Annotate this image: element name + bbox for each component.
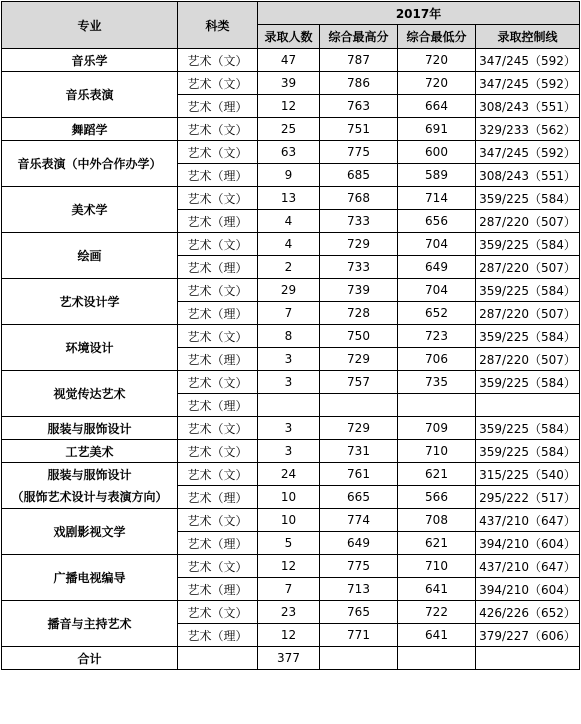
category-cell: 艺术（文）: [178, 555, 258, 578]
count-cell: 3: [258, 417, 320, 440]
category-cell: 艺术（文）: [178, 141, 258, 164]
major-name-line1: 服装与服饰设计: [47, 467, 132, 482]
control-line-cell: 347/245（592）: [476, 72, 580, 95]
control-line-cell: 347/245（592）: [476, 49, 580, 72]
control-line-cell: 329/233（562）: [476, 118, 580, 141]
min-score-cell: 710: [398, 440, 476, 463]
header-max: 综合最高分: [320, 25, 398, 49]
table-row: [2, 555, 580, 578]
min-score-cell: 722: [398, 601, 476, 624]
table-row: [2, 279, 580, 302]
major-cell: 音乐表演（中外合作办学）: [2, 141, 178, 187]
control-line-cell: 287/220（507）: [476, 348, 580, 371]
max-score-cell: 729: [320, 417, 398, 440]
category-cell: 艺术（理）: [178, 532, 258, 555]
count-cell: 2: [258, 256, 320, 279]
category-cell: 艺术（文）: [178, 49, 258, 72]
control-line-cell: 308/243（551）: [476, 164, 580, 187]
control-line-cell: 359/225（584）: [476, 325, 580, 348]
table-row: [2, 440, 580, 463]
header-min: 综合最低分: [398, 25, 476, 49]
category-cell: 艺术（文）: [178, 601, 258, 624]
count-cell: 9: [258, 164, 320, 187]
min-score-cell: 706: [398, 348, 476, 371]
count-cell: 7: [258, 302, 320, 325]
max-score-cell: 733: [320, 210, 398, 233]
control-line-cell: 359/225（584）: [476, 279, 580, 302]
max-score-cell: 713: [320, 578, 398, 601]
category-cell: 艺术（理）: [178, 348, 258, 371]
min-score-cell: 621: [398, 532, 476, 555]
count-cell: 39: [258, 72, 320, 95]
min-score-cell: 652: [398, 302, 476, 325]
major-cell: 舞蹈学: [2, 118, 178, 141]
min-score-cell: 709: [398, 417, 476, 440]
count-cell: 3: [258, 440, 320, 463]
max-score-cell: [320, 394, 398, 417]
category-cell: 艺术（文）: [178, 118, 258, 141]
category-cell: 艺术（理）: [178, 256, 258, 279]
admission-table: [1, 1, 580, 670]
header-control: 录取控制线: [476, 25, 580, 49]
count-cell: 8: [258, 325, 320, 348]
total-label: 合计: [2, 647, 178, 670]
major-cell: 工艺美术: [2, 440, 178, 463]
min-score-cell: 649: [398, 256, 476, 279]
max-score-cell: 757: [320, 371, 398, 394]
control-line-cell: 359/225（584）: [476, 187, 580, 210]
category-cell: 艺术（理）: [178, 624, 258, 647]
control-line-cell: 287/220（507）: [476, 210, 580, 233]
min-score-cell: 664: [398, 95, 476, 118]
count-cell: 7: [258, 578, 320, 601]
major-cell: 美术学: [2, 187, 178, 233]
table-row: [2, 49, 580, 72]
table-row: [2, 601, 580, 624]
category-cell: 艺术（理）: [178, 302, 258, 325]
control-line-cell: 437/210（647）: [476, 509, 580, 532]
max-score-cell: 649: [320, 532, 398, 555]
category-cell: 艺术（文）: [178, 440, 258, 463]
total-row: [2, 647, 580, 670]
count-cell: 10: [258, 486, 320, 509]
table-row: [2, 463, 580, 486]
max-score-cell: 739: [320, 279, 398, 302]
major-cell: 环境设计: [2, 325, 178, 371]
control-line-cell: 287/220（507）: [476, 302, 580, 325]
control-line-cell: 359/225（584）: [476, 233, 580, 256]
max-score-cell: 729: [320, 348, 398, 371]
min-score-cell: 720: [398, 49, 476, 72]
table-row: [2, 371, 580, 394]
header-count: 录取人数: [258, 25, 320, 49]
category-cell: 艺术（理）: [178, 394, 258, 417]
category-cell: 艺术（文）: [178, 509, 258, 532]
major-cell: 服装与服饰设计: [2, 417, 178, 440]
major-cell: 绘画: [2, 233, 178, 279]
count-cell: 47: [258, 49, 320, 72]
count-cell: 3: [258, 371, 320, 394]
category-cell: 艺术（文）: [178, 417, 258, 440]
count-cell: 5: [258, 532, 320, 555]
category-cell: 艺术（文）: [178, 371, 258, 394]
major-cell: 广播电视编导: [2, 555, 178, 601]
category-cell: 艺术（文）: [178, 72, 258, 95]
category-cell: 艺术（理）: [178, 578, 258, 601]
count-cell: [258, 394, 320, 417]
count-cell: 12: [258, 624, 320, 647]
min-score-cell: 704: [398, 233, 476, 256]
count-cell: 13: [258, 187, 320, 210]
category-cell: 艺术（文）: [178, 187, 258, 210]
table-row: [2, 141, 580, 164]
table-row: [2, 325, 580, 348]
max-score-cell: 761: [320, 463, 398, 486]
total-category-empty: [178, 647, 258, 670]
count-cell: 10: [258, 509, 320, 532]
count-cell: 25: [258, 118, 320, 141]
count-cell: 24: [258, 463, 320, 486]
max-score-cell: 774: [320, 509, 398, 532]
max-score-cell: 775: [320, 555, 398, 578]
max-score-cell: 768: [320, 187, 398, 210]
max-score-cell: 750: [320, 325, 398, 348]
min-score-cell: 708: [398, 509, 476, 532]
control-line-cell: 287/220（507）: [476, 256, 580, 279]
min-score-cell: 641: [398, 578, 476, 601]
control-line-cell: 359/225（584）: [476, 440, 580, 463]
count-cell: 29: [258, 279, 320, 302]
control-line-cell: 295/222（517）: [476, 486, 580, 509]
min-score-cell: 566: [398, 486, 476, 509]
max-score-cell: 665: [320, 486, 398, 509]
control-line-cell: 308/243（551）: [476, 95, 580, 118]
count-cell: 3: [258, 348, 320, 371]
category-cell: 艺术（文）: [178, 325, 258, 348]
count-cell: 4: [258, 210, 320, 233]
min-score-cell: 720: [398, 72, 476, 95]
category-cell: 艺术（理）: [178, 486, 258, 509]
count-cell: 63: [258, 141, 320, 164]
max-score-cell: 733: [320, 256, 398, 279]
max-score-cell: 763: [320, 95, 398, 118]
control-line-cell: [476, 394, 580, 417]
max-score-cell: 786: [320, 72, 398, 95]
table-row: [2, 509, 580, 532]
total-empty-cell: [398, 647, 476, 670]
min-score-cell: 691: [398, 118, 476, 141]
total-count: 377: [258, 647, 320, 670]
count-cell: 12: [258, 95, 320, 118]
table-row: [2, 72, 580, 95]
major-cell: 音乐表演: [2, 72, 178, 118]
major-cell: 戏剧影视文学: [2, 509, 178, 555]
major-cell: [2, 463, 178, 509]
max-score-cell: 787: [320, 49, 398, 72]
table-row: [2, 187, 580, 210]
header-row-top: [2, 2, 580, 25]
control-line-cell: 315/225（540）: [476, 463, 580, 486]
category-cell: 艺术（理）: [178, 95, 258, 118]
major-name-line2: （服饰艺术设计与表演方向）: [11, 489, 168, 504]
max-score-cell: 751: [320, 118, 398, 141]
category-cell: 艺术（理）: [178, 210, 258, 233]
count-cell: 12: [258, 555, 320, 578]
header-major: 专业: [2, 2, 178, 49]
min-score-cell: [398, 394, 476, 417]
max-score-cell: 729: [320, 233, 398, 256]
total-empty-cell: [320, 647, 398, 670]
max-score-cell: 765: [320, 601, 398, 624]
category-cell: 艺术（文）: [178, 279, 258, 302]
min-score-cell: 714: [398, 187, 476, 210]
control-line-cell: 394/210（604）: [476, 532, 580, 555]
header-category: 科类: [178, 2, 258, 49]
header-year: 2017年: [258, 2, 580, 25]
control-line-cell: 437/210（647）: [476, 555, 580, 578]
min-score-cell: 735: [398, 371, 476, 394]
count-cell: 4: [258, 233, 320, 256]
control-line-cell: 347/245（592）: [476, 141, 580, 164]
max-score-cell: 775: [320, 141, 398, 164]
min-score-cell: 621: [398, 463, 476, 486]
count-cell: 23: [258, 601, 320, 624]
min-score-cell: 589: [398, 164, 476, 187]
table-row: [2, 118, 580, 141]
control-line-cell: 426/226（652）: [476, 601, 580, 624]
major-cell: 播音与主持艺术: [2, 601, 178, 647]
major-cell: 艺术设计学: [2, 279, 178, 325]
min-score-cell: 600: [398, 141, 476, 164]
min-score-cell: 641: [398, 624, 476, 647]
category-cell: 艺术（理）: [178, 164, 258, 187]
control-line-cell: 379/227（606）: [476, 624, 580, 647]
category-cell: 艺术（文）: [178, 463, 258, 486]
max-score-cell: 771: [320, 624, 398, 647]
max-score-cell: 685: [320, 164, 398, 187]
control-line-cell: 359/225（584）: [476, 417, 580, 440]
min-score-cell: 723: [398, 325, 476, 348]
major-cell: 视觉传达艺术: [2, 371, 178, 417]
min-score-cell: 710: [398, 555, 476, 578]
table-row: [2, 233, 580, 256]
control-line-cell: 359/225（584）: [476, 371, 580, 394]
total-empty-cell: [476, 647, 580, 670]
max-score-cell: 728: [320, 302, 398, 325]
min-score-cell: 704: [398, 279, 476, 302]
category-cell: 艺术（文）: [178, 233, 258, 256]
max-score-cell: 731: [320, 440, 398, 463]
major-cell: 音乐学: [2, 49, 178, 72]
control-line-cell: 394/210（604）: [476, 578, 580, 601]
min-score-cell: 656: [398, 210, 476, 233]
table-row: [2, 417, 580, 440]
